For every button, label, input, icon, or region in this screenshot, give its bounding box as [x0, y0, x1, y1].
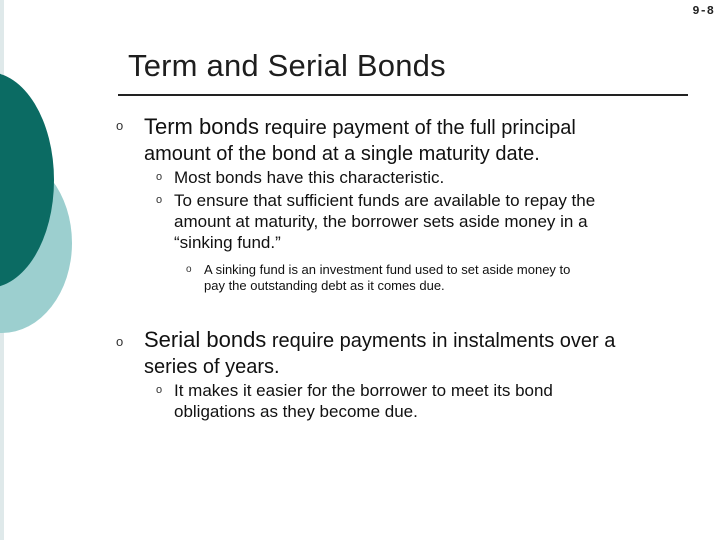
term-bonds-text-2: amount of the bond at a single maturity date. — [144, 143, 540, 165]
slide-title: Term and Serial Bonds — [128, 48, 446, 83]
serial-benefit-line-1: It makes it easier for the borrower to meet its bond — [174, 381, 553, 400]
definition-line-2: pay the outstanding debt as it comes due. — [204, 278, 445, 293]
decorative-circles — [0, 0, 120, 540]
serial-benefit-line-2: obligations as they become due. — [174, 402, 418, 421]
sub-bullet-marker: o — [156, 384, 163, 396]
bullet-marker: o — [116, 334, 124, 349]
sub-bullet-sinking-fund — [174, 190, 694, 253]
sub-bullet-serial-benefit — [174, 380, 694, 422]
sub-bullet-marker: o — [156, 171, 163, 183]
sub-bullet-marker: o — [156, 194, 163, 206]
term-bonds-text-1: require payment of the full principal — [258, 117, 576, 139]
sub-sub-bullet-definition — [204, 262, 694, 294]
serial-bonds-text-2: series of years. — [144, 356, 280, 378]
definition-line-1: A sinking fund is an investment fund used to set aside money to — [204, 262, 571, 277]
term-bonds-label: Term bonds — [144, 114, 259, 139]
title-divider — [118, 94, 688, 96]
sinking-fund-line-2: amount at maturity, the borrower sets aside money in a — [174, 212, 588, 231]
serial-bonds-text-1: require payments in instalments over a — [266, 330, 616, 352]
bullet-marker: o — [116, 118, 124, 133]
bullet-serial-bonds — [144, 327, 704, 380]
serial-bonds-label: Serial bonds — [144, 327, 267, 352]
page-number: 9-8 — [692, 4, 714, 18]
sinking-fund-line-1: To ensure that sufficient funds are available to repay the — [174, 191, 596, 210]
sub-bullet-most-bonds: Most bonds have this characteristic. — [174, 168, 445, 187]
bullet-term-bonds — [144, 114, 704, 167]
sub-sub-bullet-marker: o — [186, 264, 192, 275]
sinking-fund-line-3: “sinking fund.” — [174, 233, 281, 252]
